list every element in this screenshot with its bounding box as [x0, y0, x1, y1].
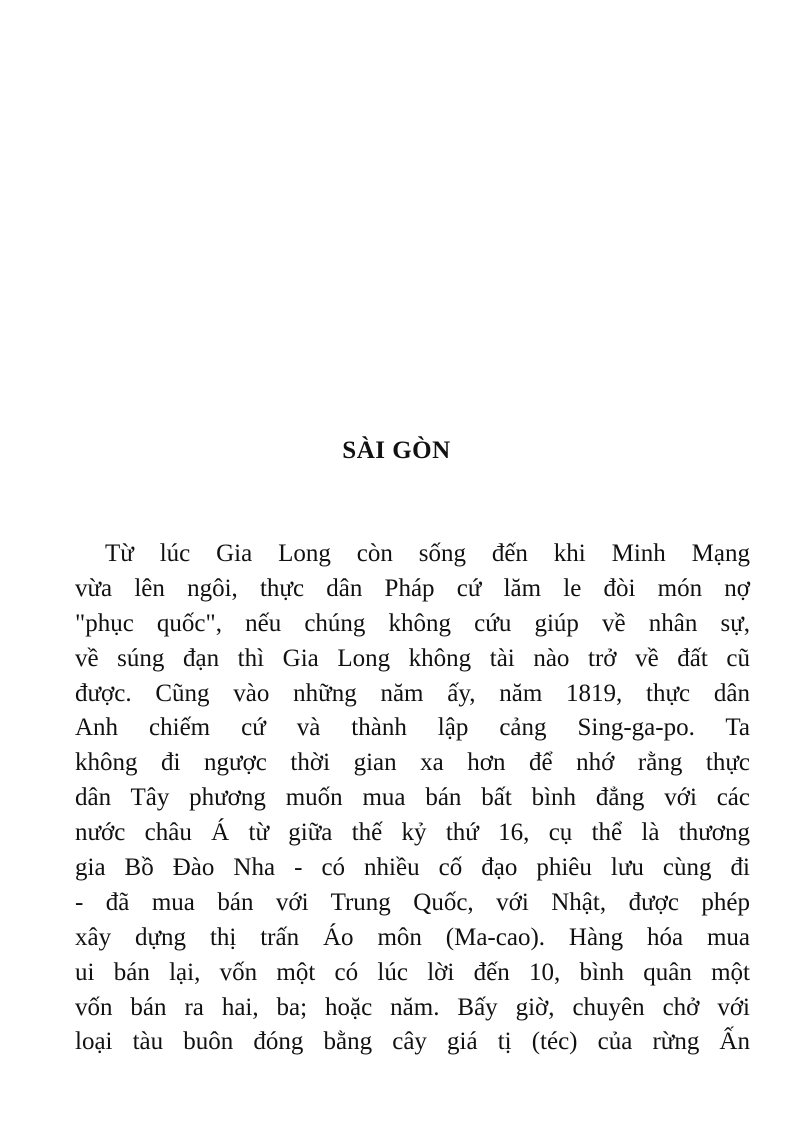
text-line: Từ lúc Gia Long còn sống đến khi Minh Mạng [105, 540, 750, 567]
text-line: loại tàu buôn đóng bằng cây giá tị (téc) của rừng Ấn [75, 1028, 750, 1056]
text-line: gia Bồ Đào Nha - có nhiều cố đạo phiêu lưu cùng đi [75, 854, 750, 882]
text-line: dân Tây phương muốn mua bán bất bình đẳng với các [75, 784, 750, 812]
text-line: vừa lên ngôi, thực dân Pháp cứ lăm le đòi món nợ [75, 574, 750, 602]
chapter-title: SÀI GÒN [342, 437, 451, 464]
text-line: - đã mua bán với Trung Quốc, với Nhật, được phép [75, 888, 750, 916]
text-line: "phục quốc", nếu chúng không cứu giúp về nhân sự, [75, 609, 750, 637]
body-paragraph [75, 537, 750, 1060]
text-line: về súng đạn thì Gia Long không tài nào trở về đất cũ [75, 644, 750, 672]
text-line: vốn bán ra hai, ba; hoặc năm. Bấy giờ, chuyên chở với [75, 993, 750, 1021]
text-line: Anh chiếm cứ và thành lập cảng Sing-ga-po. Ta [75, 714, 750, 742]
text-line: xây dựng thị trấn Áo môn (Ma-cao). Hàng hóa mua [75, 923, 750, 951]
text-line: không đi ngược thời gian xa hơn để nhớ rằng thực [75, 749, 750, 777]
text-line: được. Cũng vào những năm ấy, năm 1819, thực dân [75, 679, 750, 707]
text-line: nước châu Á từ giữa thế kỷ thứ 16, cụ thể là thương [75, 819, 750, 847]
text-line: ui bán lại, vốn một có lúc lời đến 10, bình quân một [75, 958, 750, 986]
